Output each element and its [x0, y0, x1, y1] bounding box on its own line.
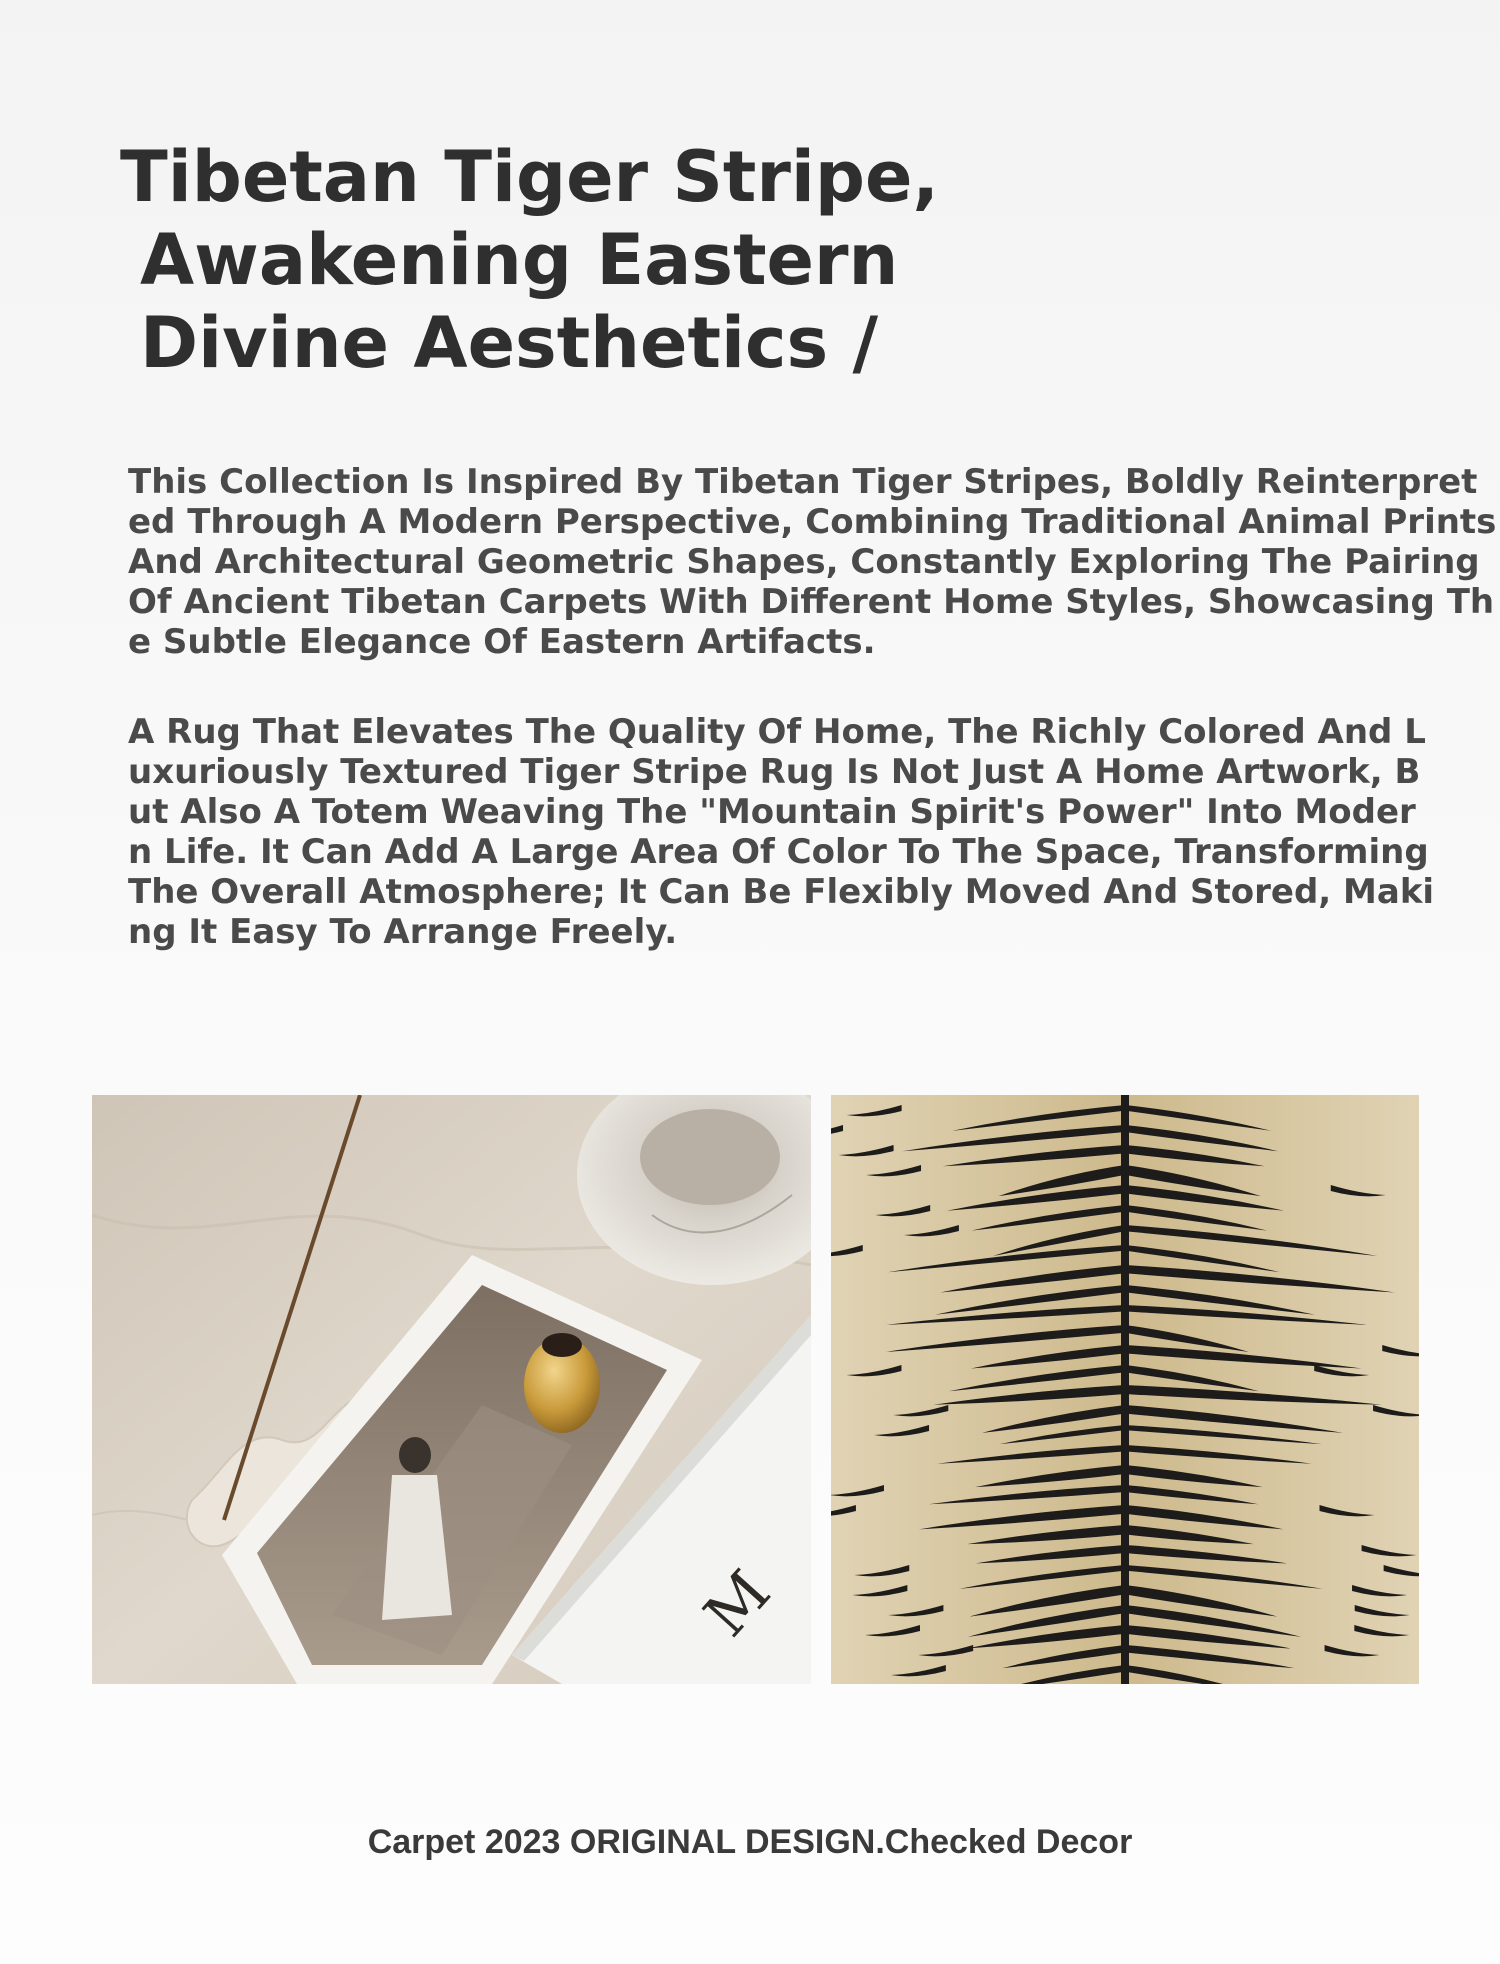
book-cover-letter: M — [691, 1557, 785, 1651]
lifestyle-photo — [92, 1095, 811, 1684]
title-line-3: Divine Aesthetics / — [140, 302, 879, 384]
tiger-stripe-rug-photo — [831, 1095, 1419, 1684]
footer-credit: Carpet 2023 ORIGINAL DESIGN.Checked Decor — [367, 1823, 1133, 1861]
collection-intro-paragraph: This Collection Is Inspired By Tibetan Tiger Stripes, Boldly Reinterpreted Through A Modern Perspective, Combining Traditional Animal Prints And Architectural Geometric Shapes, Constantly Exploring The Pairing Of Ancient Tibetan Carpets With Different Home Styles, Showcasing The Subtle Elegance Of Eastern Artifacts. — [128, 462, 1497, 662]
title-line-1: Tibetan Tiger Stripe, — [120, 136, 940, 218]
rug-description-paragraph: A Rug That Elevates The Quality Of Home, The Richly Colored And Luxuriously Textured Tiger Stripe Rug Is Not Just A Home Artwork, But Also A Totem Weaving The "Mountain Spirit's Power" Into Modern Life. It Can Add A Large Area Of Color To The Space, Transforming The Overall Atmosphere; It Can Be Flexibly Moved And Stored, Making It Easy To Arrange Freely. — [128, 712, 1435, 952]
title-line-2: Awakening Eastern — [140, 219, 899, 301]
page-title — [120, 136, 940, 385]
